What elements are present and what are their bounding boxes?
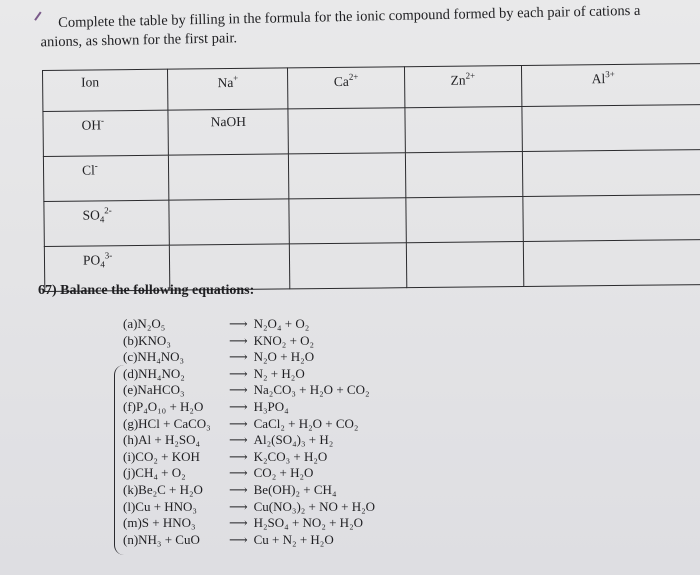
equation-list — [123, 316, 543, 548]
equation-products: N₂ + H₂O — [253, 365, 305, 381]
equation-products: CaCl₂ + H₂O + CO₂ — [253, 415, 359, 431]
reaction-arrow-icon: ⟶ — [229, 481, 248, 497]
anion-cl: Cl- — [43, 155, 169, 201]
reaction-arrow-icon: ⟶ — [229, 432, 248, 448]
cation-header-na: Na+ — [168, 68, 288, 110]
equation-item — [123, 449, 543, 466]
equation-products: Cu + N₂ + H₂O — [253, 531, 334, 547]
reaction-arrow-icon: ⟶ — [229, 531, 248, 547]
equation-reactants: (h)Al + H₂SO₄ — [123, 432, 201, 448]
equation-item — [123, 499, 543, 516]
cell-zn-cl[interactable] — [405, 151, 522, 197]
cell-na-cl[interactable] — [169, 154, 289, 200]
cell-zn-oh[interactable] — [405, 106, 522, 152]
reaction-arrow-icon: ⟶ — [229, 365, 248, 381]
equation-reactants: (k)Be₂C + H₂O — [123, 481, 203, 497]
cell-al-oh[interactable] — [522, 105, 700, 152]
equation-reactants: (g)HCl + CaCO₃ — [123, 415, 211, 431]
reaction-arrow-icon: ⟶ — [229, 465, 248, 481]
cell-ca-so4[interactable] — [289, 198, 406, 244]
equation-item — [123, 532, 543, 549]
anion-so4: $SO_4^{2-}$ — [44, 200, 170, 246]
reaction-arrow-icon: ⟶ — [229, 498, 248, 514]
equation-reactants: (d)NH₄NO₂ — [123, 365, 185, 381]
equation-reactants: (i)CO₂ + KOH — [123, 448, 200, 464]
equation-products: N₂O + H₂O — [253, 349, 315, 365]
cell-al-po4[interactable] — [523, 240, 700, 287]
equation-item — [123, 515, 543, 532]
equation-products: Cu(NO₃)₂ + NO + H₂O — [253, 498, 376, 514]
reaction-arrow-icon: ⟶ — [229, 316, 248, 331]
equation-products: KNO₂ + O₂ — [253, 332, 315, 348]
equation-reactants: (b)KNO₃ — [123, 332, 171, 348]
equation-reactants: (n)NH₃ + CuO — [123, 531, 200, 547]
cell-na-oh[interactable]: NaOH — [168, 109, 288, 155]
ion-table — [42, 63, 700, 292]
equation-products: CO₂ + H₂O — [253, 465, 314, 481]
reaction-arrow-icon: ⟶ — [229, 332, 248, 348]
table-corner: Ion — [43, 69, 169, 111]
equation-products: N₂O₄ + O₂ — [253, 316, 310, 331]
reaction-arrow-icon: ⟶ — [229, 415, 248, 431]
reaction-arrow-icon: ⟶ — [229, 398, 248, 414]
table-row — [43, 105, 700, 157]
reaction-arrow-icon: ⟶ — [229, 448, 248, 464]
reaction-arrow-icon: ⟶ — [229, 349, 248, 365]
instructions — [40, 1, 699, 52]
equation-reactants: (m)S + HNO₃ — [123, 515, 196, 531]
equation-reactants: (j)CH₄ + O₂ — [123, 465, 186, 481]
equation-item — [123, 366, 543, 383]
equation-products: H₂SO₄ + NO₂ + H₂O — [253, 515, 363, 531]
cation-header-al: $Al^{3+}$ — [521, 64, 700, 107]
cell-ca-po4[interactable] — [289, 243, 406, 289]
equation-products: Al₂(SO₄)₃ + H₂ — [253, 432, 334, 448]
cell-zn-so4[interactable] — [406, 196, 523, 242]
equation-reactants: (f)P₄O₁₀ + H₂O — [123, 398, 204, 414]
table-row — [43, 150, 700, 202]
cell-zn-po4[interactable] — [406, 241, 523, 287]
equation-reactants: (e)NaHCO₃ — [123, 382, 185, 398]
cation-header-ca: $Ca^{2+}$ — [288, 67, 405, 109]
instructions-line-1: Complete the table by filling in the formula for the ionic compound formed by each pair of cations a — [58, 2, 641, 31]
equation-reactants: (a)N₂O₅ — [123, 316, 166, 331]
equation-item — [123, 316, 543, 333]
equation-item — [123, 349, 543, 366]
equation-item — [123, 465, 543, 482]
cell-na-so4[interactable] — [169, 199, 289, 245]
equation-products: H₃PO₄ — [253, 398, 289, 414]
equation-products: K₂CO₃ + H₂O — [253, 448, 328, 464]
instructions-line-2: anions, as shown for the first pair. — [40, 30, 238, 51]
table-row — [44, 195, 700, 247]
anion-po4: $PO_4^{3-}$ — [44, 245, 170, 291]
question-title: 67) Balance the following equations: — [38, 283, 255, 298]
cell-al-so4[interactable] — [522, 195, 700, 242]
reaction-arrow-icon: ⟶ — [229, 515, 248, 531]
equation-reactants: (l)Cu + HNO₃ — [123, 498, 197, 514]
pen-mark-icon — [34, 11, 50, 26]
equation-products: Be(OH)₂ + CH₄ — [253, 481, 337, 497]
equation-item — [123, 399, 543, 416]
equation-item — [123, 382, 543, 399]
equation-reactants: (c)NH₄NO₃ — [123, 349, 185, 365]
reaction-arrow-icon: ⟶ — [229, 382, 248, 398]
equation-item — [123, 432, 543, 449]
equation-item — [123, 416, 543, 433]
equation-products: Na₂CO₃ + H₂O + CO₂ — [253, 382, 370, 398]
cation-header-zn: $Zn^{2+}$ — [404, 65, 521, 107]
cell-ca-oh[interactable] — [288, 108, 405, 154]
cell-ca-cl[interactable] — [289, 153, 406, 199]
anion-oh: OH- — [43, 110, 169, 156]
equation-item — [123, 482, 543, 499]
cell-al-cl[interactable] — [522, 150, 700, 197]
table-header-row — [43, 64, 700, 112]
equation-item — [123, 333, 543, 350]
